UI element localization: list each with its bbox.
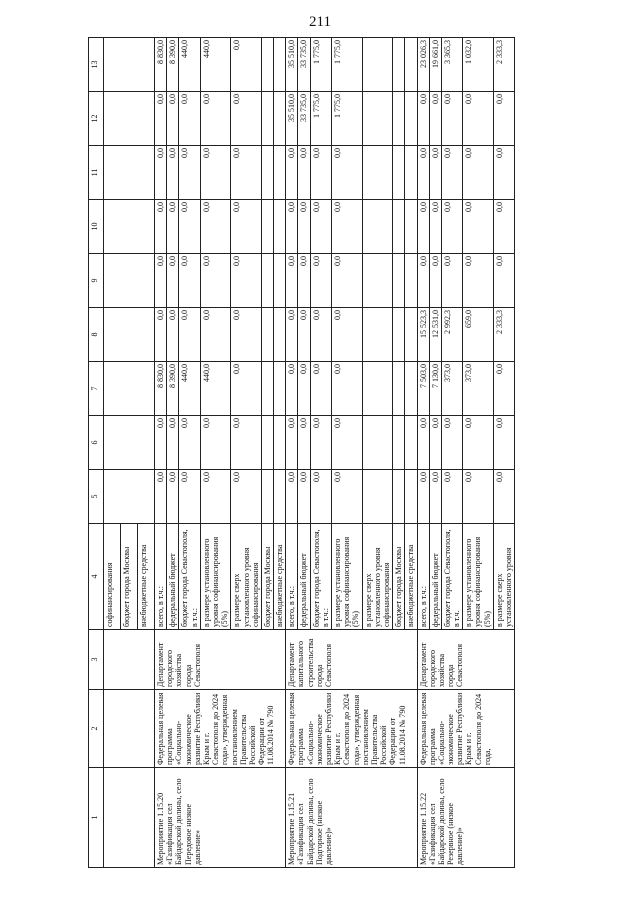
funding-source: бюджет города Москвы [393,524,405,630]
value-cell: 0,0 [231,92,262,146]
value-cell: 0,0 [286,416,298,470]
value-cell: 0,0 [298,308,310,362]
value-cell: 0,0 [155,416,167,470]
value-cell [405,470,417,524]
value-cell: 0,0 [417,92,429,146]
value-cell: 0,0 [332,254,363,308]
value-cell: 0,0 [231,308,262,362]
value-cell [393,146,405,200]
column-header: 8 [89,308,104,362]
value-cell [405,200,417,254]
value-cell: 0,0 [417,470,429,524]
column-header: 11 [89,146,104,200]
column-header: 3 [89,630,104,690]
funding-source: всего, в т.ч.: [155,524,167,630]
value-cell: 0,0 [155,92,167,146]
value-cell [393,200,405,254]
column-header: 13 [89,38,104,92]
value-cell: 0,0 [429,470,441,524]
value-cell [261,362,273,416]
value-cell [261,416,273,470]
value-cell: 0,0 [179,254,200,308]
value-cell: 0,0 [286,362,298,416]
value-cell: 0,0 [332,416,363,470]
value-cell: 0,0 [179,200,200,254]
column-header: 2 [89,690,104,768]
value-cell: 0,0 [310,362,331,416]
value-cell [393,254,405,308]
funding-source: внебюджетные средства [274,524,286,630]
value-cell [405,38,417,92]
funding-source: в размере сверх установленного уровня софинансирования [231,524,262,630]
value-cell: 3 365,3 [441,38,462,92]
continuation-source: софинансирования [104,524,121,629]
value-cell: 0,0 [332,200,363,254]
cell-empty [104,470,155,524]
value-cell: 0,0 [493,146,514,200]
value-cell [362,200,393,254]
column-header: 12 [89,92,104,146]
value-cell: 35 510,0 [286,38,298,92]
column-header: 9 [89,254,104,308]
executor-name: Департамент городского хозяйства города Севастополя [417,630,515,690]
value-cell: 0,0 [179,416,200,470]
cell-empty [104,308,155,362]
value-cell: 0,0 [332,362,363,416]
budget-table [88,37,515,868]
value-cell: 1 775,0 [310,92,331,146]
value-cell: 0,0 [200,92,231,146]
value-cell [274,416,286,470]
value-cell: 0,0 [167,254,179,308]
value-cell [405,308,417,362]
value-cell: 0,0 [167,92,179,146]
value-cell: 0,0 [493,416,514,470]
value-cell: 0,0 [310,254,331,308]
funding-source: внебюджетные средства [405,524,417,630]
value-cell: 0,0 [200,200,231,254]
value-cell: 0,0 [310,416,331,470]
value-cell: 373,0 [463,362,494,416]
value-cell [261,146,273,200]
value-cell: 0,0 [493,470,514,524]
value-cell [362,254,393,308]
value-cell [274,308,286,362]
value-cell: 0,0 [441,416,462,470]
value-cell: 0,0 [155,254,167,308]
value-cell: 0,0 [463,146,494,200]
value-cell: 440,0 [179,38,200,92]
table-row [417,38,429,868]
value-cell: 0,0 [493,362,514,416]
value-cell: 0,0 [155,200,167,254]
value-cell [362,362,393,416]
table-row [286,38,298,868]
value-cell: 440,0 [200,38,231,92]
column-header: 7 [89,362,104,416]
value-cell: 0,0 [200,470,231,524]
value-cell: 0,0 [167,470,179,524]
funding-source: в размере установленного уровня софинансирования (5%) [332,524,363,630]
value-cell: 33 735,0 [298,92,310,146]
value-cell: 0,0 [463,416,494,470]
value-cell: 0,0 [463,200,494,254]
value-cell: 2 333,3 [493,308,514,362]
column-header: 10 [89,200,104,254]
value-cell [393,470,405,524]
value-cell: 0,0 [155,470,167,524]
value-cell: 2 333,3 [493,38,514,92]
value-cell: 0,0 [167,416,179,470]
event-name: Мероприятие 1.15.22 «Газификация сел Байдарской долины, село Резервное (низкое давление)» [417,768,515,868]
value-cell: 0,0 [441,200,462,254]
continuation-sources [104,524,155,630]
value-cell: 7 503,0 [417,362,429,416]
value-cell: 0,0 [286,254,298,308]
value-cell: 1 775,0 [332,38,363,92]
value-cell: 1 032,0 [463,38,494,92]
value-cell: 0,0 [231,470,262,524]
value-cell: 0,0 [200,254,231,308]
value-cell: 19 661,0 [429,38,441,92]
value-cell: 0,0 [493,200,514,254]
value-cell: 0,0 [332,470,363,524]
value-cell: 0,0 [200,146,231,200]
cell-empty [104,92,155,146]
value-cell [393,308,405,362]
value-cell: 0,0 [417,200,429,254]
value-cell: 0,0 [298,416,310,470]
value-cell: 659,0 [463,308,494,362]
value-cell [362,146,393,200]
value-cell: 0,0 [179,146,200,200]
value-cell: 0,0 [310,470,331,524]
value-cell: 0,0 [417,146,429,200]
value-cell: 33 735,0 [298,38,310,92]
value-cell: 2 992,3 [441,308,462,362]
value-cell [393,38,405,92]
value-cell [362,38,393,92]
value-cell [274,470,286,524]
funding-source: бюджет города Севастополя, в т.ч.: [179,524,200,630]
event-name: Мероприятие 1.15.21 «Газификация сел Байдарской долины, село Подгорное (низкое давление)» [286,768,417,868]
funding-source: бюджет города Москвы [261,524,273,630]
value-cell: 0,0 [155,146,167,200]
funding-source: в размере сверх установленного уровня софинансирования [362,524,393,630]
value-cell [405,146,417,200]
event-name: Мероприятие 1.15.20 «Газификация сел Байдарской долины, село Передовое низкое давление» [155,768,286,868]
value-cell: 0,0 [231,38,262,92]
value-cell: 0,0 [429,92,441,146]
value-cell: 1 775,0 [332,92,363,146]
funding-source: бюджет города Севастополя, в т.ч.: [310,524,331,630]
value-cell: 0,0 [179,308,200,362]
value-cell: 0,0 [441,92,462,146]
value-cell: 0,0 [298,200,310,254]
value-cell: 373,0 [441,362,462,416]
value-cell [274,200,286,254]
value-cell: 0,0 [179,470,200,524]
executor-name: Департамент капитального строительства города Севастополя [286,630,417,690]
value-cell [362,92,393,146]
header-row [89,38,104,868]
value-cell: 0,0 [463,470,494,524]
continuation-source: бюджет города Москвы [121,524,138,629]
value-cell [274,254,286,308]
value-cell: 0,0 [298,362,310,416]
funding-source: федеральный бюджет [429,524,441,630]
cell-empty [104,690,155,768]
value-cell: 0,0 [417,254,429,308]
cell-empty [104,416,155,470]
value-cell [405,362,417,416]
cell-empty [104,362,155,416]
value-cell: 8 390,0 [167,362,179,416]
value-cell: 0,0 [298,254,310,308]
column-header: 4 [89,524,104,630]
value-cell: 0,0 [231,200,262,254]
value-cell [274,92,286,146]
continuation-row [104,38,155,868]
value-cell: 0,0 [231,416,262,470]
value-cell: 0,0 [429,146,441,200]
value-cell: 0,0 [429,416,441,470]
funding-source: всего, в т.ч.: [417,524,429,630]
funding-source: всего, в т.ч.: [286,524,298,630]
cell-empty [104,768,155,868]
value-cell: 0,0 [429,254,441,308]
value-cell [405,92,417,146]
funding-source: в размере установленного уровня софинансирования (5%) [463,524,494,630]
column-header: 5 [89,470,104,524]
funding-source: федеральный бюджет [167,524,179,630]
cell-empty [104,630,155,690]
value-cell [362,416,393,470]
value-cell [261,200,273,254]
value-cell: 0,0 [493,92,514,146]
value-cell: 35 510,0 [286,92,298,146]
value-cell: 0,0 [286,308,298,362]
value-cell [261,470,273,524]
value-cell [261,308,273,362]
value-cell: 0,0 [441,470,462,524]
value-cell: 8 390,0 [167,38,179,92]
value-cell [274,146,286,200]
value-cell: 15 523,3 [417,308,429,362]
value-cell: 0,0 [310,146,331,200]
continuation-source: внебюджетные средства [139,544,148,627]
value-cell: 0,0 [167,200,179,254]
table-row [155,38,167,868]
page-number: 211 [309,14,331,30]
funding-source: в размере сверх установленного уровня [493,524,514,630]
column-header: 6 [89,416,104,470]
value-cell [405,416,417,470]
value-cell: 0,0 [286,470,298,524]
value-cell: 0,0 [231,254,262,308]
value-cell [362,470,393,524]
value-cell [261,38,273,92]
value-cell: 0,0 [332,308,363,362]
value-cell: 0,0 [200,416,231,470]
value-cell [261,254,273,308]
value-cell: 0,0 [286,200,298,254]
value-cell [261,92,273,146]
value-cell: 0,0 [463,92,494,146]
value-cell [405,254,417,308]
cell-empty [104,254,155,308]
funding-source: федеральный бюджет [298,524,310,630]
value-cell: 0,0 [200,308,231,362]
value-cell: 23 026,3 [417,38,429,92]
value-cell: 0,0 [441,146,462,200]
value-cell: 440,0 [200,362,231,416]
value-cell [393,362,405,416]
value-cell: 8 830,0 [155,38,167,92]
program-name: Федеральная целевая программа «Социально-экономическое развитие Республики Крым и г. Севастополя до 2024 года, [417,690,515,768]
value-cell [393,92,405,146]
value-cell: 7 130,0 [429,362,441,416]
funding-source: бюджет города Севастополя, в т.ч. [441,524,462,630]
value-cell: 0,0 [310,308,331,362]
value-cell [393,416,405,470]
value-cell: 0,0 [298,470,310,524]
value-cell: 440,0 [179,362,200,416]
cell-empty [104,200,155,254]
value-cell: 0,0 [155,308,167,362]
program-name: Федеральная целевая программа «Социально-экономическое развитие Республики Крым и г. Севастополя до 2024 года», утвержденная постановлением Правительства Российской Федерации от 11.08.2014 № 790 [286,690,417,768]
value-cell [274,38,286,92]
value-cell: 0,0 [417,416,429,470]
cell-empty [104,38,155,92]
value-cell: 0,0 [441,254,462,308]
executor-name: Департамент городского хозяйства города Севастополя [155,630,286,690]
table-body [104,38,515,868]
rotated-table-container [88,38,618,868]
column-header: 1 [89,768,104,868]
value-cell: 0,0 [231,146,262,200]
value-cell: 8 830,0 [155,362,167,416]
value-cell [274,362,286,416]
value-cell: 0,0 [332,146,363,200]
value-cell: 12 531,0 [429,308,441,362]
value-cell: 1 775,0 [310,38,331,92]
program-name: Федеральная целевая программа «Социально-экономическое развитие Республики Крым и г. Севастополя до 2024 года», утвержденная постановлением Правительства Российской Федерации от 11.08.2014 № 790 [155,690,286,768]
value-cell: 0,0 [179,92,200,146]
value-cell: 0,0 [463,254,494,308]
value-cell: 0,0 [167,146,179,200]
value-cell: 0,0 [429,200,441,254]
cell-empty [104,146,155,200]
value-cell: 0,0 [231,362,262,416]
funding-source: в размере установленного уровня софинансирования (5%) [200,524,231,630]
value-cell: 0,0 [493,254,514,308]
value-cell: 0,0 [167,308,179,362]
value-cell [362,308,393,362]
value-cell: 0,0 [286,146,298,200]
value-cell: 0,0 [298,146,310,200]
value-cell: 0,0 [310,200,331,254]
